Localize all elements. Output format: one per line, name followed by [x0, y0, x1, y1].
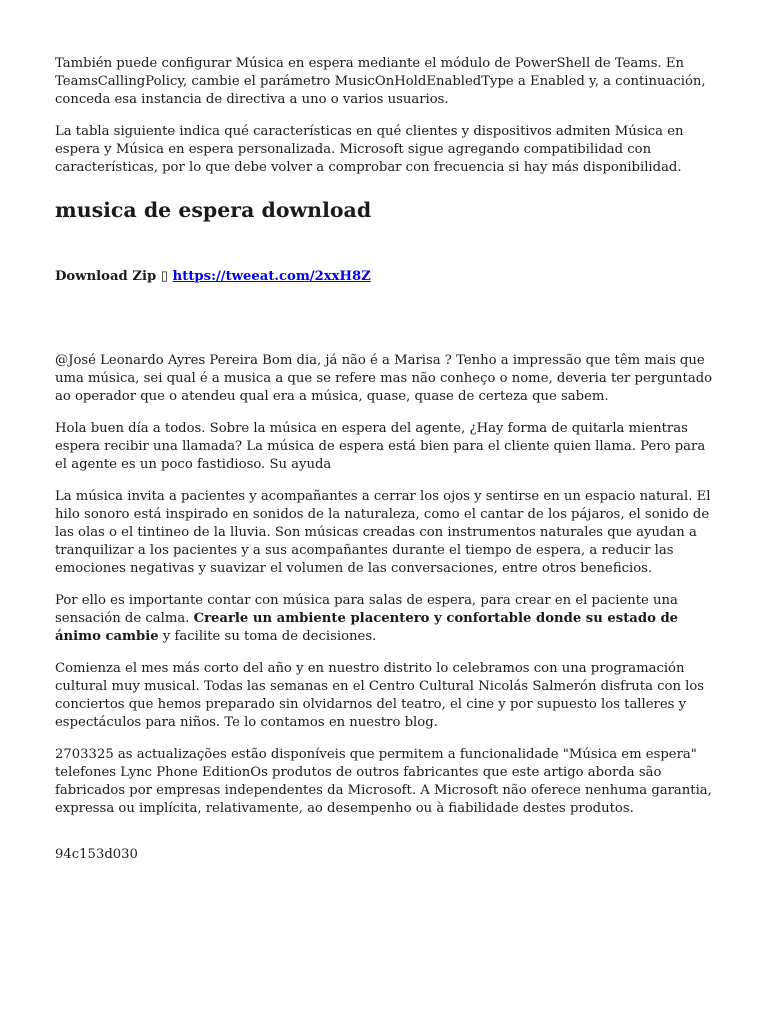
comment-paragraph-portuguese: @José Leonardo Ayres Pereira Bom dia, já não é a Marisa ? Tenho a impressão que têm mais que uma música, sei qual é a musica a que se refere mas não conheço o nome, deveria ter perguntado ao operador que o atendeu qual era a música, quase, quase de certeza que sabem. — [55, 353, 713, 404]
paragraph-cultural-program: Comienza el mes más corto del año y en nuestro distrito lo celebramos con una programación cultural muy musical. Todas las semanas en el Centro Cultural Nicolás Salmerón disfruta con los conciertos que hemos preparado sin olvidarnos del teatro, el cine y por supuesto los talleres y espectáculos para niños. Te lo contamos en nuestro blog. — [55, 661, 705, 730]
paragraph-lync-updates: 2703325 as actualizações estão disponíveis que permitem a funcionalidade "Música em espera" telefones Lync Phone EditionOs produtos de outros fabricantes que este artigo aborda são fabricados por empresas independentes da Microsoft. A Microsoft não oferece nenhuma garantia, expressa ou implícita, relativamente, ao desempenho ou à fiabilidade destes produtos. — [55, 747, 712, 816]
page-title: musica de espera download — [55, 198, 372, 222]
paragraph-nature-music: La música invita a pacientes y acompañantes a cerrar los ojos y sentirse en un espacio natural. El hilo sonoro está inspirado en sonidos de la naturaleza, como el cantar de los pájaros, el sonido de las olas o el tintineo de la lluvia. Son músicas creadas con instrumentos naturales que ayudan a tranquilizar a los pacientes y a sus acompañantes durante el tiempo de espera, a reducir las emociones negativas y suavizar el volumen de las conversaciones, entre otros beneficios. — [55, 489, 711, 576]
spacer — [55, 286, 717, 352]
waiting-room-bold-text: Crearle un ambiente placentero y confortable donde su estado de ánimo cambie — [55, 611, 679, 644]
download-line — [55, 268, 717, 286]
intro-paragraph-table: La tabla siguiente indica qué características en qué clientes y dispositivos admiten Música en espera y Música en espera personalizada. Microsoft sigue agregando compatibilidad con características, por lo que debe volver a comprobar con frecuencia si hay más disponibilidad. — [55, 124, 684, 175]
waiting-room-text-end: y facilite su toma de decisiones. — [158, 629, 377, 644]
document-page — [55, 55, 717, 878]
paragraph-waiting-room — [55, 592, 717, 646]
download-link[interactable]: https://tweeat.com/2xxH8Z — [172, 269, 371, 284]
comment-paragraph-agent: Hola buen día a todos. Sobre la música en espera del agente, ¿Hay forma de quitarla mientras espera recibir una llamada? La música de espera está bien para el cliente quien llama. Pero para el agente es un poco fastidioso. Su ayuda — [55, 421, 706, 472]
intro-paragraph-powershell: También puede configurar Música en espera mediante el módulo de PowerShell de Teams. En TeamsCallingPolicy, cambie el parámetro MusicOnHoldEnabledType a Enabled y, a continuación, conceda esa instancia de directiva a uno o varios usuarios. — [55, 56, 706, 107]
download-label: Download Zip — [55, 269, 157, 284]
waiting-room-text-start: Por ello es importante contar con música para salas de espera, para crear en el paciente una sensación de calma. — [55, 593, 678, 626]
missing-glyph-icon: ▯ — [160, 269, 169, 284]
hash-code: 94c153d030 — [55, 847, 138, 862]
